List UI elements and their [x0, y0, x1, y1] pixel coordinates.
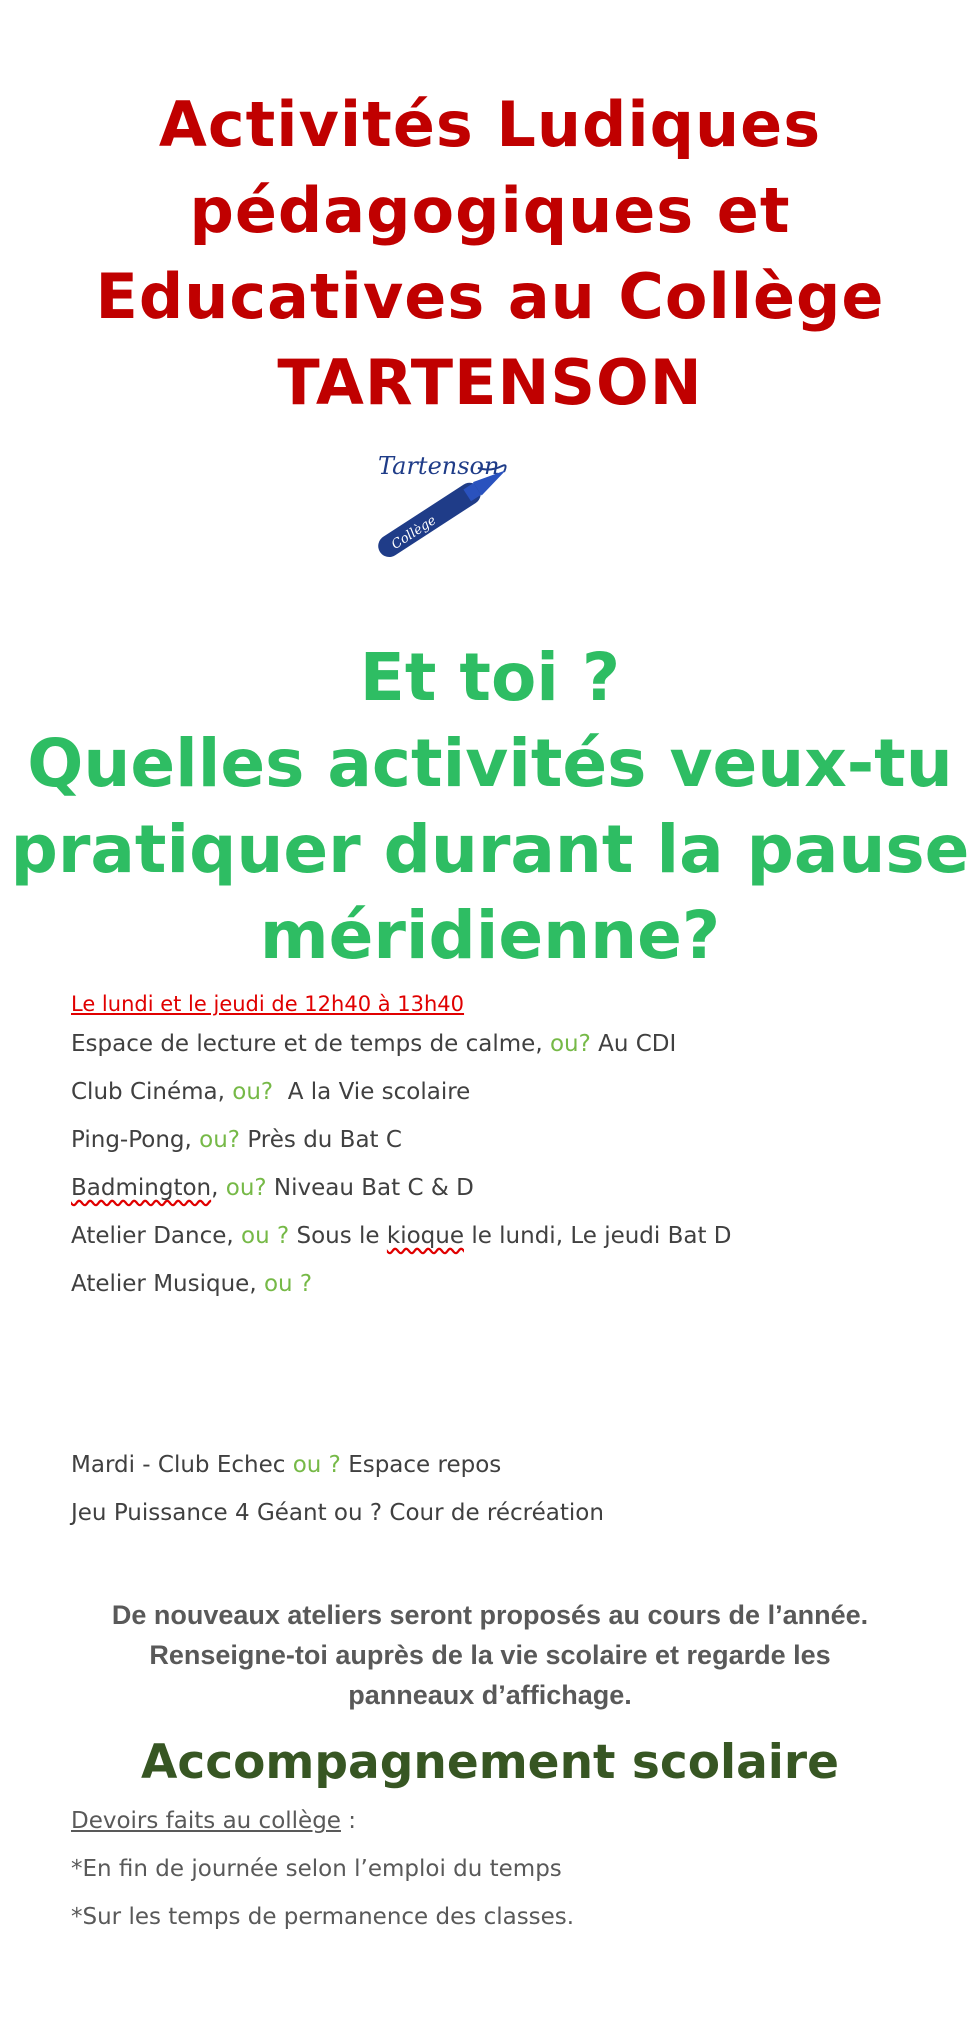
homework-heading — [71, 1808, 574, 1856]
where-label: ou ? — [241, 1223, 290, 1249]
activity-place: A la Vie scolaire — [280, 1079, 471, 1105]
activity-name: Atelier Musique, — [71, 1271, 257, 1297]
where-label: ou? — [549, 1031, 591, 1057]
activity-item — [71, 1223, 732, 1249]
activity-item — [71, 1031, 676, 1057]
page-title — [0, 82, 980, 426]
activity-item — [71, 1079, 470, 1105]
college-logo — [360, 440, 535, 570]
where-label: ou? — [225, 1175, 267, 1201]
activity-name: Mardi - Club Echec — [71, 1452, 286, 1478]
activities-question — [0, 635, 980, 979]
activity-place-end: le lundi, Le jeudi Bat D — [471, 1223, 732, 1249]
activity-place: Au CDI — [598, 1031, 677, 1057]
activity-place-underlined: kioque — [386, 1223, 464, 1249]
activity-name: Ping-Pong, — [71, 1127, 192, 1153]
where-label: ou ? — [263, 1271, 313, 1297]
game-activity: Jeu Puissance 4 Géant ou ? Cour de récréation — [71, 1500, 604, 1526]
where-label: ou ? — [292, 1452, 341, 1478]
notice-line: De nouveaux ateliers seront proposés au cours de l’année. — [111, 1600, 869, 1630]
homework-item: *En fin de journée selon l’emploi du temps — [71, 1856, 562, 1882]
activity-place: Niveau Bat C & D — [273, 1175, 474, 1201]
schedule-heading: Le lundi et le jeudi de 12h40 à 13h40 — [71, 992, 465, 1016]
question-line: méridienne? — [259, 897, 721, 974]
title-line: TARTENSON — [277, 346, 703, 419]
activity-item — [71, 1175, 474, 1201]
activity-name: Badmington — [71, 1175, 212, 1201]
where-label: ou? — [232, 1079, 274, 1105]
homework-colon: : — [340, 1808, 357, 1834]
title-line: Educatives au Collège — [95, 260, 885, 333]
homework-label: Devoirs faits au collège — [71, 1808, 341, 1834]
activity-place-start: Sous le — [296, 1223, 380, 1249]
activity-item — [71, 1271, 312, 1297]
title-line: pédagogiques et — [189, 174, 791, 247]
where-label: ou? — [199, 1127, 241, 1153]
activity-place: Espace repos — [348, 1452, 502, 1478]
logo-text: Tartenson — [378, 452, 500, 480]
tuesday-activity — [71, 1452, 501, 1478]
activity-name: Atelier Dance, — [71, 1223, 234, 1249]
homework-section — [71, 1808, 574, 1952]
activity-place: Près du Bat C — [247, 1127, 402, 1153]
question-line: Et toi ? — [359, 639, 621, 716]
notice-text — [0, 1595, 980, 1715]
question-line: pratiquer durant la pause — [10, 811, 970, 888]
activity-name-suffix: , — [211, 1175, 219, 1201]
homework-item: *Sur les temps de permanence des classes. — [71, 1904, 575, 1930]
title-line: Activités Ludiques — [158, 88, 822, 161]
accompaniment-title: Accompagnement scolaire — [141, 1735, 839, 1790]
activity-item — [71, 1127, 402, 1153]
notice-line: panneaux d’affichage. — [348, 1680, 632, 1710]
activity-name: Espace de lecture et de temps de calme, — [71, 1031, 543, 1057]
notice-line: Renseigne-toi auprès de la vie scolaire et regarde les — [149, 1640, 831, 1670]
logo-pen-text: Collège — [389, 513, 439, 553]
question-line: Quelles activités veux-tu — [27, 725, 953, 802]
activity-name: Club Cinéma, — [71, 1079, 225, 1105]
